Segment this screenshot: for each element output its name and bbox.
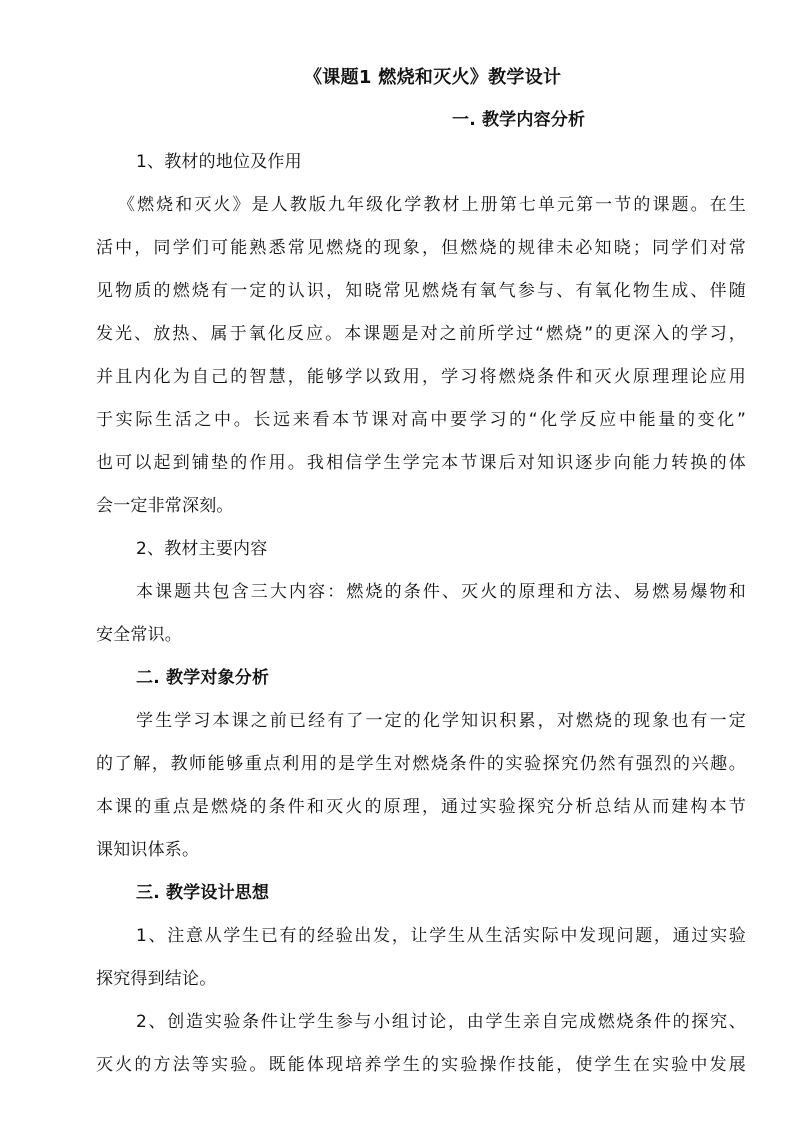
document-title: 《课题1 燃烧和灭火》教学设计: [304, 67, 562, 88]
paragraph-line: 会一定非常深刻。: [96, 496, 234, 516]
section-heading-content-analysis: 一. 教学内容分析: [452, 110, 586, 130]
paragraph-line: 并且内化为自己的智慧，能够学以致用，学习将燃烧条件和灭火原理理论应用: [96, 367, 746, 387]
paragraph-line: 见物质的燃烧有一定的认识，知晓常见燃烧有氧气参与、有氧化物生成、伴随: [96, 281, 746, 301]
paragraph-line: 于实际生活之中。长远来看本节课对高中要学习的“化学反应中能量的变化”: [96, 410, 746, 430]
subheading-textbook-role: 1、教材的地位及作用: [136, 152, 302, 172]
paragraph-line: 安全常识。: [96, 625, 182, 645]
paragraph-line: 活中，同学们可能熟悉常见燃烧的现象，但燃烧的规律未必知晓；同学们对常: [96, 238, 746, 258]
section-heading-student-analysis: 二. 教学对象分析: [136, 668, 270, 688]
subheading-main-content: 2、教材主要内容: [136, 539, 268, 559]
paragraph-line: 探究得到结论。: [96, 969, 217, 989]
paragraph-line: 1、注意从学生已有的经验出发，让学生从生活实际中发现问题，通过实验: [136, 926, 746, 946]
paragraph-line: 课知识体系。: [96, 840, 200, 860]
paragraph-line: 的了解，教师能够重点利用的是学生对燃烧条件的实验探究仍然有强烈的兴趣。: [96, 754, 746, 774]
paragraph-line: 本课题共包含三大内容：燃烧的条件、灭火的原理和方法、易燃易爆物和: [136, 582, 746, 602]
paragraph-line: 发光、放热、属于氧化反应。本课题是对之前所学过“燃烧”的更深入的学习，: [96, 324, 746, 344]
paragraph-line: 也可以起到铺垫的作用。我相信学生学完本节课后对知识逐步向能力转换的体: [96, 453, 746, 473]
paragraph-line: 2、创造实验条件让学生参与小组讨论，由学生亲自完成燃烧条件的探究、: [136, 1012, 746, 1032]
paragraph-line: 灭火的方法等实验。既能体现培养学生的实验操作技能，使学生在实验中发展: [96, 1055, 746, 1075]
paragraph-line: 学生学习本课之前已经有了一定的化学知识积累，对燃烧的现象也有一定: [136, 711, 746, 731]
paragraph-line: 本课的重点是燃烧的条件和灭火的原理，通过实验探究分析总结从而建构本节: [96, 797, 746, 817]
section-heading-design-idea: 三. 教学设计思想: [136, 883, 270, 903]
paragraph-line: 《燃烧和灭火》是人教版九年级化学教材上册第七单元第一节的课题。在生: [118, 195, 746, 215]
